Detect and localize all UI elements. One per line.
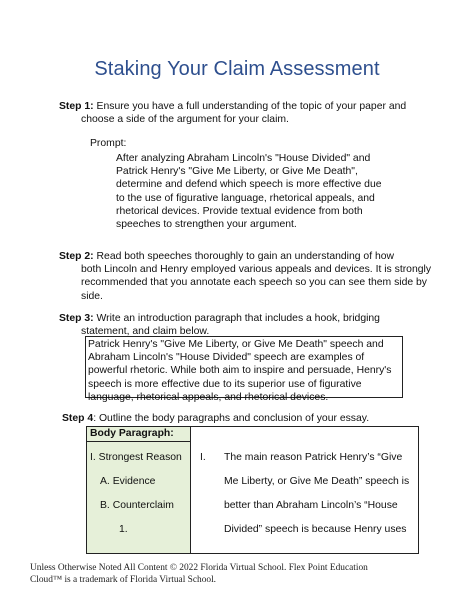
footer-copyright xyxy=(30,563,450,586)
footer-line-2: Cloud™ is a trademark of Florida Virtual School. xyxy=(30,574,217,585)
step-4-label: Step 4 xyxy=(62,413,94,424)
outline-row-number-1: 1. xyxy=(119,524,128,535)
step-2 xyxy=(59,250,444,303)
step-3-label: Step 3: xyxy=(59,313,94,324)
page-title: Staking Your Claim Assessment xyxy=(94,58,380,80)
step-3-text-line-2: statement, and claim below. xyxy=(81,326,210,338)
outline-row-strongest-reason: I. Strongest Reason xyxy=(90,452,182,463)
outline-left-column xyxy=(87,427,191,553)
body-paragraph-heading: Body Paragraph: xyxy=(90,428,174,439)
step-2-text-rest: both Lincoln and Henry employed various appeals and devices. It is strongly recommended that you annotate each speech so you can see them side by side. xyxy=(81,264,432,302)
answer-line-3: better than Abraham Lincoln’s “House xyxy=(224,500,398,511)
prompt-text: After analyzing Abraham Lincoln's "House Divided" and Patrick Henry's "Give Me Liberty, or Give Me Death", determine and defend which speech is more effective due to the use of figurative language, rhetorical appeals, and rhetorical devices. Provide textual evidence from both speeches to strengthen your argument. xyxy=(116,153,382,231)
prompt-label: Prompt: xyxy=(90,138,127,149)
step-3-text-line-1: Write an introduction paragraph that includes a hook, bridging xyxy=(93,313,380,324)
step-3 xyxy=(59,312,444,338)
answer-roman-numeral: I. xyxy=(200,452,206,463)
claim-text-box[interactable]: Patrick Henry's "Give Me Liberty, or Give Me Death" speech and Abraham Lincoln's "House Divided" speech are examples of powerful rhetoric. While both aim to inspire and persuade, Henry's speech is more effective due to its superior use of figurative language, rhetorical appeals, and rhetorical devices. xyxy=(85,336,403,398)
step-1-text-line-1: Ensure you have a full understanding of the topic of your paper and xyxy=(93,101,407,112)
answer-line-2: Me Liberty, or Give Me Death” speech is xyxy=(224,476,410,487)
step-1 xyxy=(59,100,439,126)
step-4-text: : Outline the body paragraphs and conclusion of your essay. xyxy=(93,413,370,424)
step-1-text-line-2: choose a side of the argument for your claim. xyxy=(81,114,289,126)
answer-line-1: The main reason Patrick Henry’s “Give xyxy=(224,452,403,463)
step-2-label: Step 2: xyxy=(59,251,94,262)
outline-row-evidence: A. Evidence xyxy=(100,476,156,487)
step-1-label: Step 1: xyxy=(59,101,94,112)
outline-answer-column[interactable] xyxy=(191,427,418,553)
header-divider xyxy=(87,441,190,442)
footer-line-1: Unless Otherwise Noted All Content © 2022 Florida Virtual School. Flex Point Education xyxy=(30,563,368,573)
outline-table xyxy=(86,426,419,554)
outline-row-counterclaim: B. Counterclaim xyxy=(100,500,174,511)
step-4 xyxy=(62,412,442,425)
answer-line-4: Divided” speech is because Henry uses xyxy=(224,524,407,535)
step-2-text-line-1: Read both speeches thoroughly to gain an understanding of how xyxy=(93,251,395,262)
